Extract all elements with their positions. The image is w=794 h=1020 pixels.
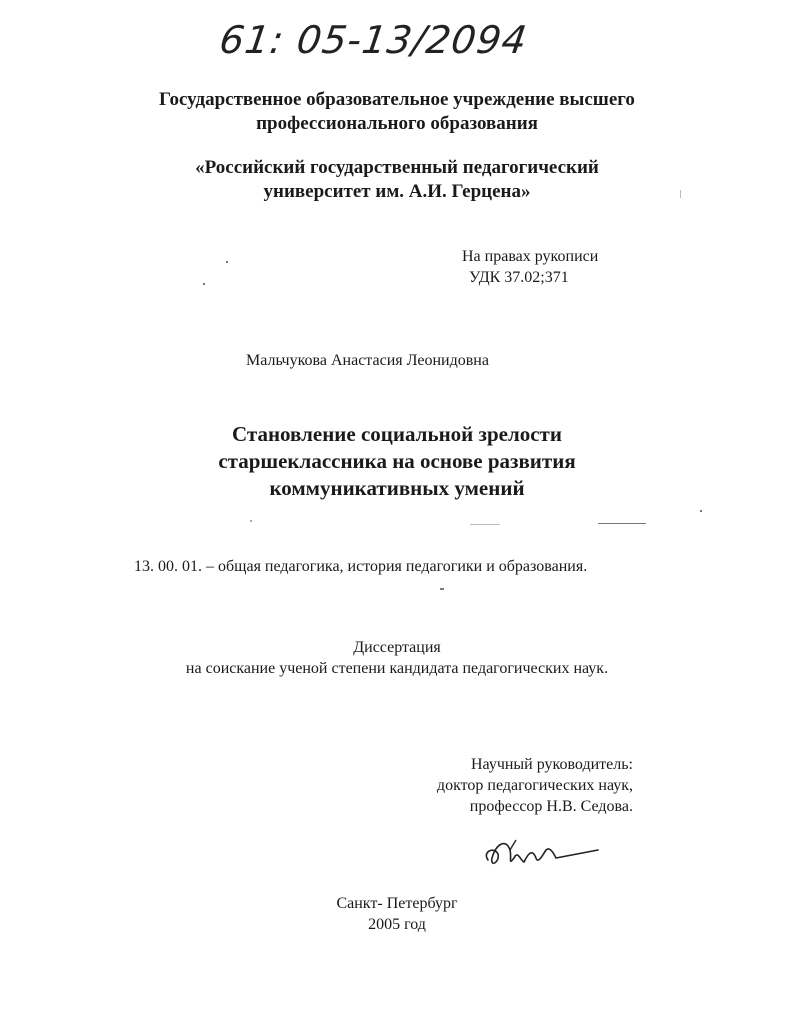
dissertation-line-2: на соискание ученой степени кандидата педагогических наук.	[185, 660, 609, 677]
scan-speck	[226, 261, 228, 263]
year: 2005 год	[368, 916, 426, 933]
university-heading	[0, 156, 794, 204]
supervisor-name: профессор Н.В. Седова.	[469, 798, 633, 815]
udc-code: УДК 37.02;371	[469, 269, 569, 286]
archive-code-handwritten: 61: 05-13/2094	[216, 18, 531, 62]
supervisor-label: Научный руководитель:	[470, 756, 633, 773]
city-year	[0, 893, 794, 935]
scan-speck	[440, 588, 444, 590]
institution-heading	[0, 88, 794, 136]
dissertation-note	[0, 637, 794, 679]
city: Санкт- Петербург	[336, 895, 458, 912]
institution-line-2: профессионального образования	[256, 113, 538, 134]
title-line-1: Становление социальной зрелости	[232, 422, 562, 446]
scan-speck	[250, 520, 252, 522]
scan-speck	[680, 190, 681, 198]
university-line-2: университет им. А.И. Герцена»	[263, 181, 531, 202]
manuscript-rights: На правах рукописи	[462, 248, 599, 265]
supervisor-block	[380, 754, 633, 817]
supervisor-degree: доктор педагогических наук,	[436, 777, 633, 794]
scan-speck	[470, 524, 500, 525]
dissertation-line-1: Диссертация	[353, 639, 441, 656]
institution-line-1: Государственное образовательное учреждение высшего	[159, 89, 635, 110]
signature-icon	[480, 828, 610, 878]
university-line-1: «Российский государственный педагогический	[195, 157, 599, 178]
scan-speck	[700, 510, 702, 512]
dissertation-title	[0, 421, 794, 502]
scan-speck	[598, 523, 646, 524]
author-name: Мальчукова Анастасия Леонидовна	[246, 352, 489, 369]
scan-speck	[203, 283, 205, 285]
specialty-code: 13. 00. 01. – общая педагогика, история педагогики и образования.	[134, 558, 588, 575]
title-line-3: коммуникативных умений	[269, 476, 525, 500]
title-line-2: старшеклассника на основе развития	[218, 449, 576, 473]
